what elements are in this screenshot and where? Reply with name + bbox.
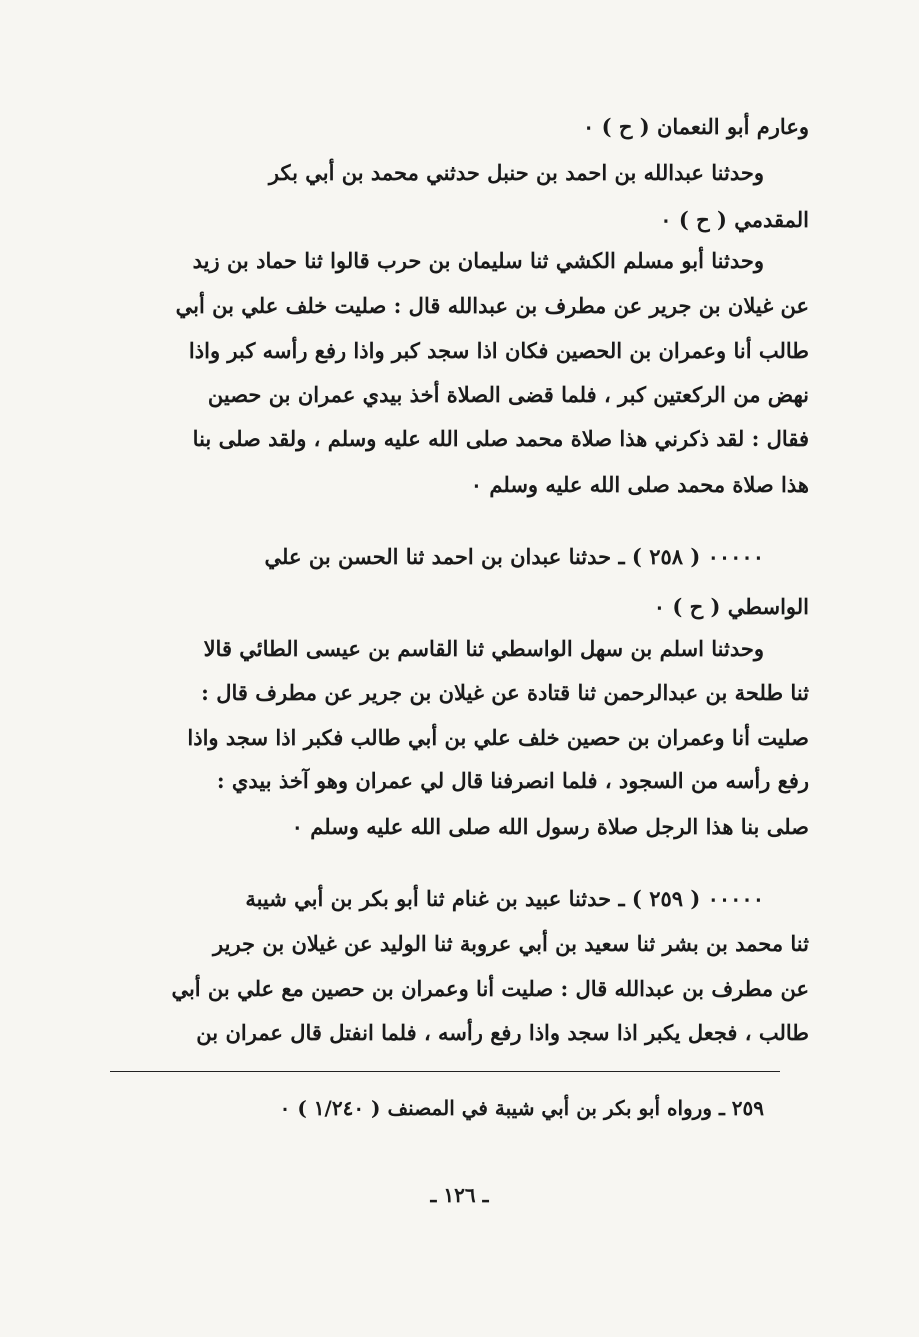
hadith-heading-258: ٠٠٠٠٠ ( ٢٥٨ ) ـ حدثنا عبدان بن احمد ثنا الحسن بن علي: [264, 544, 764, 569]
hadith-heading-259: ٠٠٠٠٠ ( ٢٥٩ ) ـ حدثنا عبيد بن غنام ثنا أبو بكر بن أبي شيبة: [245, 886, 764, 911]
text-line: الواسطي ( ح ) ٠: [653, 594, 809, 619]
text-line: نهض من الركعتين كبر ، فلما قضى الصلاة أخذ بيدي عمران بن حصين: [207, 382, 809, 407]
page-number: ـ ١٢٦ ـ: [430, 1183, 489, 1207]
text-line: طالب أنا وعمران بن الحصين فكان اذا سجد كبر واذا رفع رأسه كبر واذا: [188, 338, 809, 363]
text-line: وحدثنا أبو مسلم الكشي ثنا سليمان بن حرب قالوا ثنا حماد بن زيد: [192, 248, 764, 273]
text-line: صليت أنا وعمران بن حصين خلف علي بن أبي طالب فكبر اذا سجد واذا: [187, 725, 809, 750]
text-line: عن مطرف بن عبدالله قال : صليت أنا وعمران بن حصين مع علي بن أبي: [171, 976, 809, 1001]
footnote-divider: [110, 1071, 780, 1072]
text-line: هذا صلاة محمد صلى الله عليه وسلم ٠: [470, 472, 809, 497]
text-line: وحدثنا عبدالله بن احمد بن حنبل حدثني محمد بن أبي بكر: [268, 160, 764, 185]
text-line: طالب ، فجعل يكبر اذا سجد واذا رفع رأسه ، فلما انفتل قال عمران بن: [196, 1020, 809, 1045]
text-line: فقال : لقد ذكرني هذا صلاة محمد صلى الله عليه وسلم ، ولقد صلى بنا: [192, 426, 809, 451]
footnote: ٢٥٩ ـ ورواه أبو بكر بن أبي شيبة في المصنف ( ١/٢٤٠ ) ٠: [279, 1096, 764, 1120]
text-line: صلى بنا هذا الرجل صلاة رسول الله صلى الله عليه وسلم ٠: [291, 814, 809, 839]
text-line: المقدمي ( ح ) ٠: [660, 207, 809, 232]
text-line: ثنا محمد بن بشر ثنا سعيد بن أبي عروبة ثنا الوليد عن غيلان بن جرير: [213, 931, 809, 956]
text-line: وحدثنا اسلم بن سهل الواسطي ثنا القاسم بن عيسى الطائي قالا: [203, 636, 764, 661]
text-line: عن غيلان بن جرير عن مطرف بن عبدالله قال : صليت خلف علي بن أبي: [175, 293, 809, 318]
text-line: ثنا طلحة بن عبدالرحمن ثنا قتادة عن غيلان بن جرير عن مطرف قال :: [201, 680, 809, 705]
text-line: وعارم أبو النعمان ( ح ) ٠: [583, 114, 809, 139]
text-line: رفع رأسه من السجود ، فلما انصرفنا قال لي عمران وهو آخذ بيدي :: [216, 768, 809, 793]
